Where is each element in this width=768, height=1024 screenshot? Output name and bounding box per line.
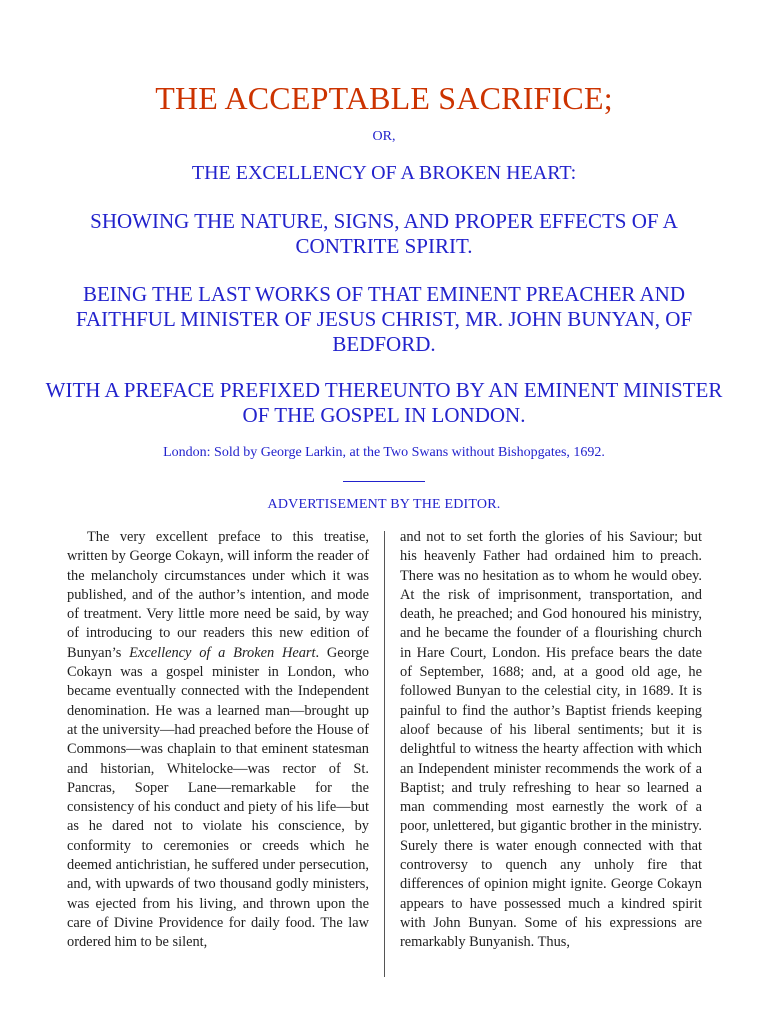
- advertisement-heading: ADVERTISEMENT BY THE EDITOR.: [267, 497, 501, 512]
- left-text-start: The very excellent preface to this treatise, written by George Cokayn, will inform the reader of the melancholy circumstances under which it was published, and of the author’s intention, and mode of treatment. Very little more need be said, by way of introducing to our readers this new edition of Bunyan’s: [67, 529, 369, 661]
- left-text-end: . George Cokayn was a gospel minister in London, who became eventually connected with the Independent denomination. He was a learned man—brought up at the university—had preached before the House of Commons—was chaplain to that eminent statesman and historian, Whitelocke—was rector of St. Pancras, Soper Lane—remarkable for the consistency of his conduct and piety of his life—but as he dared not to violate his conscience, by conformity to ceremonies or creeds which he deemed antichristian, he suffered under persecution, and, with upwards of two thousand godly ministers, was ejected from his living, and thrown upon the care of Divine Providence for daily food. The law ordered him to be silent,: [67, 644, 369, 951]
- preface-heading: WITH A PREFACE PREFIXED THEREUNTO BY AN EMINENT MINISTER OF THE GOSPEL IN LONDON.: [45, 378, 723, 427]
- document-subtitle: THE EXCELLENCY OF A BROKEN HEART:: [191, 162, 577, 184]
- imprint-line: London: Sold by George Larkin, at the Two Swans without Bishopgates, 1692.: [163, 445, 605, 460]
- document-title: THE ACCEPTABLE SACRIFICE;: [155, 80, 613, 116]
- showing-heading: SHOWING THE NATURE, SIGNS, AND PROPER EFFECTS OF A CONTRITE SPIRIT.: [90, 209, 678, 258]
- book-title-italic: Excellency of a Broken Heart: [129, 644, 316, 661]
- section-rule: [343, 481, 425, 482]
- or-conjunction: OR,: [372, 129, 396, 144]
- author-heading: BEING THE LAST WORKS OF THAT EMINENT PREACHER AND FAITHFUL MINISTER OF JESUS CHRIST, MR. JOHN BUNYAN, OF BEDFORD.: [75, 282, 693, 356]
- column-divider: [384, 531, 385, 977]
- body-column-right: and not to set forth the glories of his Saviour; but his heavenly Father had ordained him to preach. There was no hesitation as to whom he would obey. At the risk of imprisonment, transportation, and death, he preached; and God honoured his ministry, and he became the founder of a flourishing church in Hare Court, London. His preface bears the date of September, 1688; and, at a good old age, he followed Bunyan to the celestial city, in 1689. It is painful to find the author’s Baptist friends keeping aloof because of his liberal sentiments; but it is delightful to witness the hearty affection with which an Independent minister recommends the work of a Baptist; and truly refreshing to hear so learned a man commending most earnestly the work of a poor, unlettered, but gigantic brother in the ministry. Surely there is water enough connected with that controversy to quench any unholy fire that differences of opinion might ignite. George Cokayn appears to have possessed much a kindred spirit with John Bunyan. Some of his expressions are remarkably Bunyanish. Thus,: [400, 529, 702, 951]
- body-column-left: [67, 528, 369, 953]
